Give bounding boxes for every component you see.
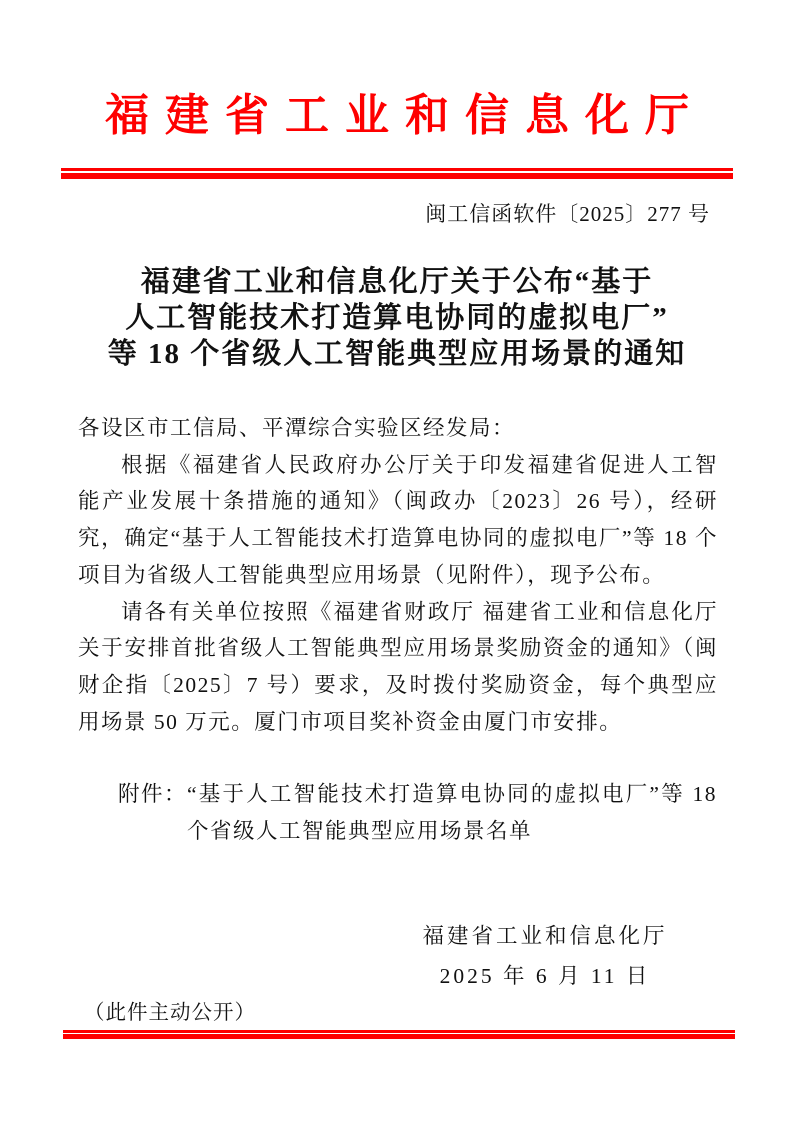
signature-date: 2025 年 6 月 11 日 — [439, 963, 651, 988]
notice-title — [0, 264, 794, 372]
header-divider — [61, 168, 733, 179]
body-paragraph-1: 根据《福建省人民政府办公厅关于印发福建省促进人工智能产业发展十条措施的通知》（闽政办〔2023〕26 号），经研究，确定“基于人工智能技术打造算电协同的虚拟电厂”等 18 个项目为省级人工智能典型应用场景（见附件），现予公布。 — [78, 452, 718, 587]
attachment-section — [118, 776, 724, 849]
body-salutation: 各设区市工信局、平潭综合实验区经发局： — [78, 416, 516, 440]
notice-title-line-3: 等 18 个省级人工智能典型应用场景的通知 — [107, 338, 687, 370]
footer-divider — [63, 1030, 735, 1039]
letterhead-agency-title: 福建省工业和信息化厅 — [105, 91, 705, 140]
notice-body — [78, 410, 718, 740]
notice-title-line-1: 福建省工业和信息化厅关于公布“基于 — [140, 266, 654, 298]
attachment-label: 附件： — [118, 782, 188, 807]
body-paragraph-2: 请各有关单位按照《福建省财政厅 福建省工业和信息化厅关于安排首批省级人工智能典型应用场景奖励资金的通知》（闽财企指〔2025〕7 号）要求，及时拨付奖励资金，每个典型应用场景 50 万元。厦门市项目奖补资金由厦门市安排。 — [78, 599, 718, 734]
notice-title-line-2: 人工智能技术打造算电协同的虚拟电厂” — [125, 302, 669, 334]
proactive-disclosure-note: （此件主动公开） — [84, 1001, 256, 1024]
header-divider-thick-line — [61, 173, 733, 179]
signature-block — [395, 916, 695, 996]
footer-divider-thick-line — [63, 1034, 735, 1039]
document-reference-number: 闽工信函软件〔2025〕277 号 — [425, 202, 710, 226]
attachment-text: “基于人工智能技术打造算电协同的虚拟电厂”等 18 个省级人工智能典型应用场景名单 — [187, 782, 718, 844]
signature-agency: 福建省工业和信息化厅 — [422, 923, 668, 948]
